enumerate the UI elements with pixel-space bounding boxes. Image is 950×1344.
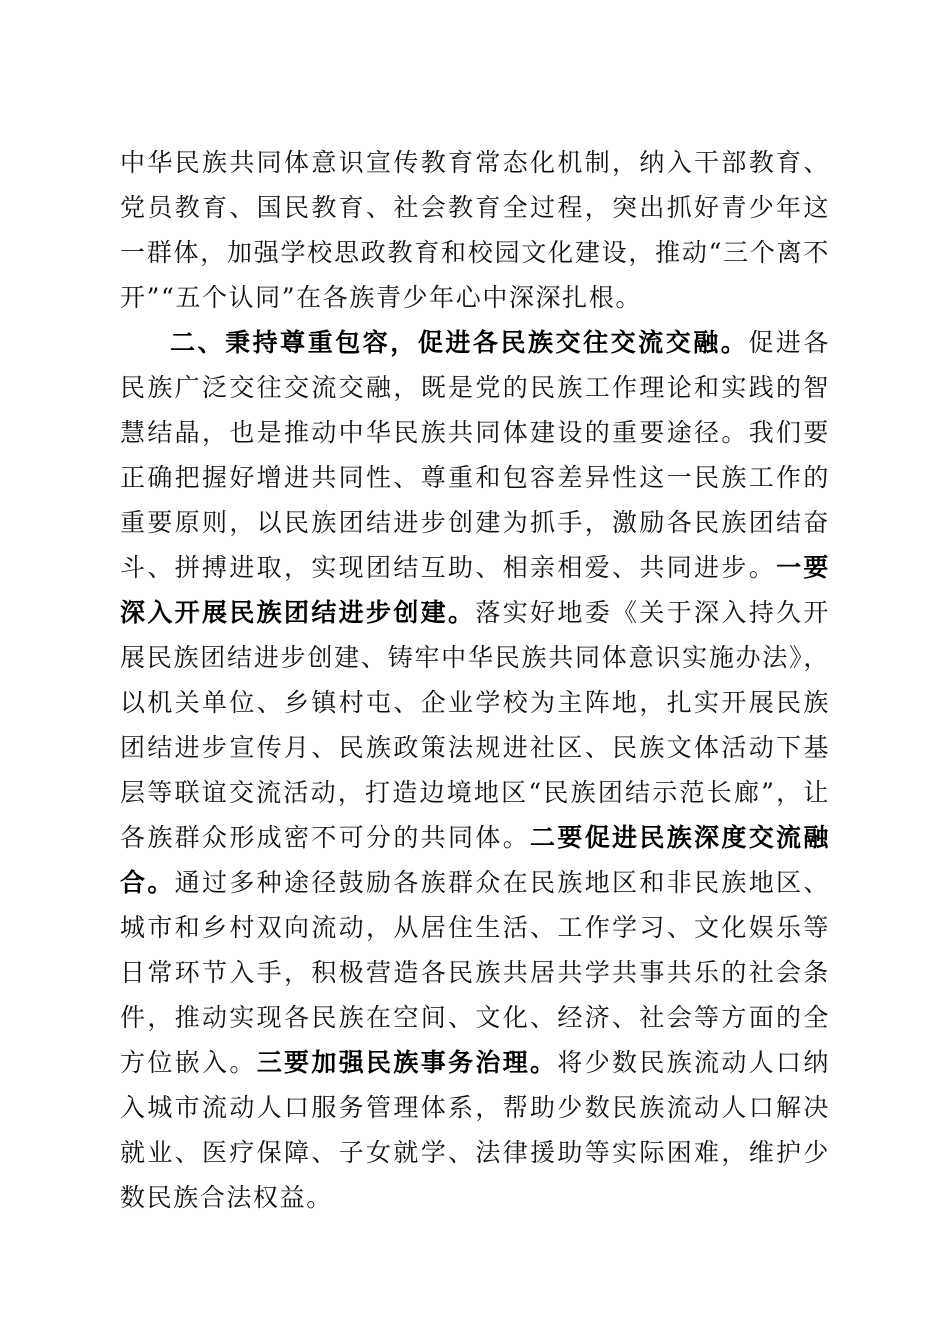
point-two-text: 通过多种途径鼓励各族群众在民族地区和非民族地区、城市和乡村双向流动，从居住生活、工作学习、文化娱乐等日常环节入手，积极营造各民族共居共学共事共乐的社会条件，推动实现各民族在空间、文化、经济、社会等方面的全方位嵌入。	[120, 868, 830, 1077]
point-three-text: 将少数民族流动人口纳入城市流动人口服务管理体系，帮助少数民族流动人口解决就业、医疗保障、子女就学、法律援助等实际困难，维护少数民族合法权益。	[120, 1048, 830, 1212]
paragraph-section-two	[120, 320, 830, 1220]
point-one-title: 一要深入开展民族团结进步创建。	[120, 553, 830, 627]
section-intro-text: 促进各民族广泛交往交流交融，既是党的民族工作理论和实践的智慧结晶，也是推动中华民族共同体建设的重要途径。我们要正确把握好增进共同性、尊重和包容差异性这一民族工作的重要原则，以民族团结进步创建为抓手，激励各民族团结奋斗、拼搏进取，实现团结互助、相亲相爱、共同进步。	[120, 328, 830, 582]
point-two-title: 二要促进民族深度交流融合。	[120, 823, 830, 897]
section-heading: 二、秉持尊重包容，促进各民族交往交流交融。	[170, 328, 749, 357]
paragraph-continued	[120, 140, 830, 320]
paragraph-continued-text: 中华民族共同体意识宣传教育常态化机制，纳入干部教育、党员教育、国民教育、社会教育全过程，突出抓好青少年这一群体，加强学校思政教育和校园文化建设，推动“三个离不开”“五个认同”在各族青少年心中深深扎根。	[120, 148, 830, 312]
point-one-text: 落实好地委《关于深入持久开展民族团结进步创建、铸牢中华民族共同体意识实施办法》，以机关单位、乡镇村屯、企业学校为主阵地，扎实开展民族团结进步宣传月、民族政策法规进社区、民族文体活动下基层等联谊交流活动，打造边境地区“民族团结示范长廊”，让各族群众形成密不可分的共同体。	[120, 598, 830, 852]
section-two-body	[120, 320, 830, 1220]
point-three-title: 三要加强民族事务治理。	[256, 1048, 558, 1077]
